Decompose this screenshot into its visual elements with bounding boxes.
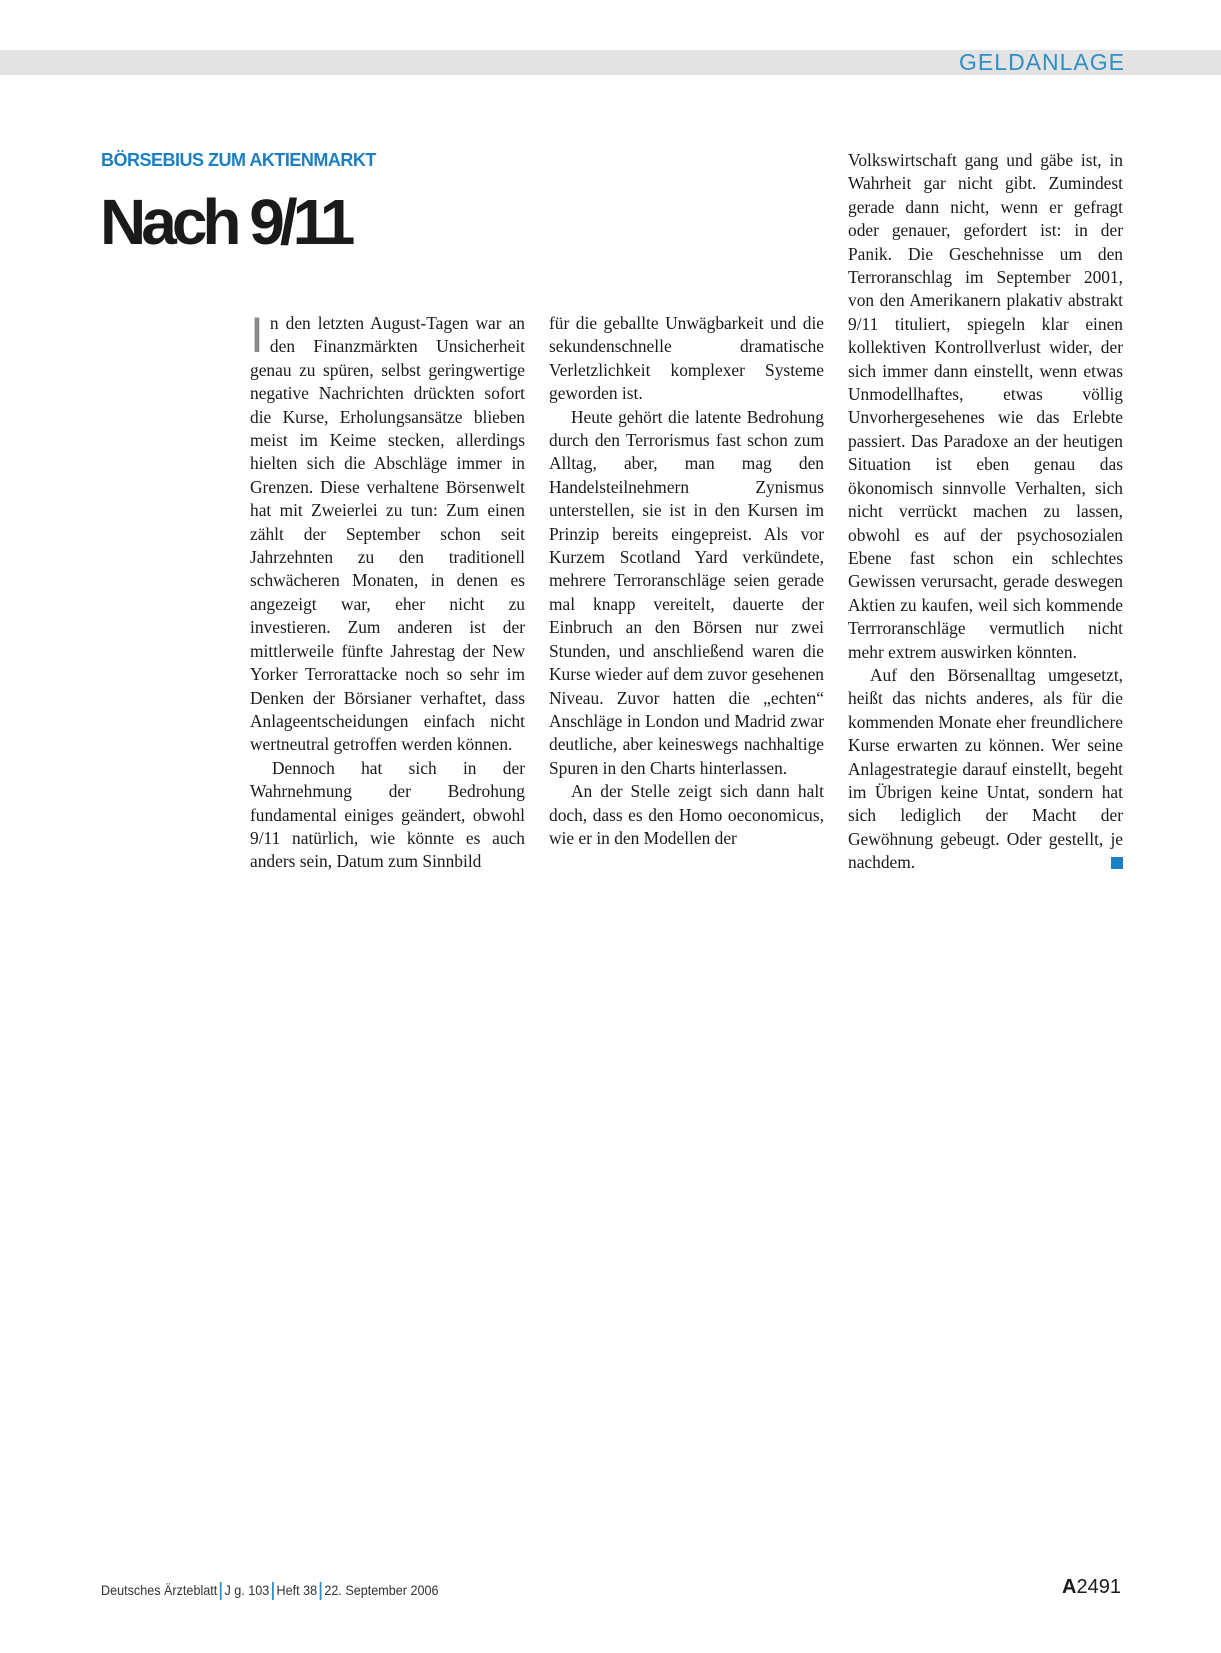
separator — [272, 1582, 274, 1600]
article-column-3 — [848, 149, 1123, 875]
separator — [320, 1582, 322, 1600]
drop-cap: I — [250, 307, 264, 363]
footer-issue: Heft 38 — [276, 1582, 318, 1598]
paragraph-text: n den letzten August-Tagen war an den Finanzmärkten Unsicherheit genau zu spüren, selbst geringwertige negative Nachrichten drückten sofort die Kurse, Erholungsansätze blieben meist im Keime stecken, allerdings hielten sich die Abschläge immer in Grenzen. Diese verhaltene Börsenwelt hat mit Zweierlei zu tun: Zum einen zählt der September schon seit Jahrzehnten zu den traditionell schwächeren Monaten, in denen es angezeigt war, eher nicht zu investieren. Zum anderen ist der mittlerweile fünfte Jahrestag der New Yorker Terrorattacke noch so sehr im Denken der Börsianer verhaftet, dass Anlageentscheidungen einfach nicht wertneutral getroffen werden können. — [250, 313, 525, 755]
paragraph: Volkswirtschaft gang und gäbe ist, in Wahrheit gar nicht gibt. Zumindest gerade dann nicht, wenn er gefragt oder genauer, gefordert ist: in der Panik. Die Geschehnisse um den Terroranschlag im September 2001, von den Amerikanern plakativ abstrakt 9/11 tituliert, spiegeln klar einen kollektiven Kontrollverlust wider, der sich immer dann einstellt, wenn etwas Unmodellhaftes, etwas völlig Unvorhergesehenes wie das Erlebte passiert. Das Paradoxe an der heutigen Situation ist eben genau das ökonomisch sinnvolle Verhalten, sich nicht verrückt machen zu lassen, obwohl es auf der psychosozialen Ebene fast schon ein schlechtes Gewissen verursacht, gerade deswegen Aktien zu kaufen, weil sich kommende Terrroranschläge vermutlich nicht mehr extrem auswirken könnten. — [848, 150, 1123, 662]
page-prefix: A — [1062, 1576, 1077, 1598]
paragraph: Heute gehört die latente Bedrohung durch den Terrorismus fast schon zum Alltag, aber, man mag den Handelsteilnehmern Zynismus unterstellen, sie ist in den Kursen im Prinzip bereits eingepreist. Als vor Kurzem Scotland Yard verkündete, mehrere Terroranschläge seien gerade mal knapp vereitelt, dauerte der Einbruch an den Börsen nur zwei Stunden, und anschließend waren die Kurse wieder auf dem zuvor gesehenen Niveau. Zuvor hatten die „echten“ Anschläge in London und Madrid zwar deutliche, aber keineswegs nachhaltige Spuren in den Charts hinterlassen. — [549, 406, 824, 778]
article-column-1 — [250, 307, 525, 874]
footer-citation — [101, 1582, 439, 1600]
article-title: Nach 9/11 — [100, 186, 351, 258]
page-number — [1062, 1576, 1121, 1599]
separator — [220, 1582, 222, 1600]
article-column-2 — [549, 312, 824, 850]
paragraph: An der Stelle zeigt sich dann halt doch, dass es den Homo oeconomicus, wie er in den Modellen der — [549, 781, 824, 848]
article-kicker: BÖRSEBIUS ZUM AKTIENMARKT — [101, 150, 376, 170]
paragraph-text: Auf den Börsenalltag umgesetzt, heißt das nichts anderes, als für die kommenden Monate eher freundlichere Kurse erwarten zu können. Wer seine Anlagestrategie darauf einstellt, begeht im Übrigen keine Untat, sondern hat sich lediglich der Macht der Gewöhnung gebeugt. Oder gestellt, je nachdem. — [848, 664, 1123, 873]
paragraph — [848, 664, 1123, 875]
paragraph — [250, 307, 525, 757]
footer-journal: Deutsches Ärzteblatt — [101, 1582, 218, 1598]
footer-date: 22. September 2006 — [324, 1582, 439, 1598]
page-number-value: 2491 — [1076, 1576, 1121, 1598]
section-label: GELDANLAGE — [959, 49, 1125, 75]
paragraph: Dennoch hat sich in der Wahrnehmung der Bedrohung fundamental einiges geändert, obwohl 9/11 natürlich, wie könnte es auch anders sein, Datum zum Sinnbild — [250, 757, 525, 872]
end-of-article-square-icon — [1111, 857, 1123, 869]
footer-volume: J g. 103 — [224, 1582, 270, 1598]
paragraph: für die geballte Unwägbarkeit und die sekundenschnelle dramatische Verletzlichkeit komplexer Systeme geworden ist. — [549, 313, 824, 404]
